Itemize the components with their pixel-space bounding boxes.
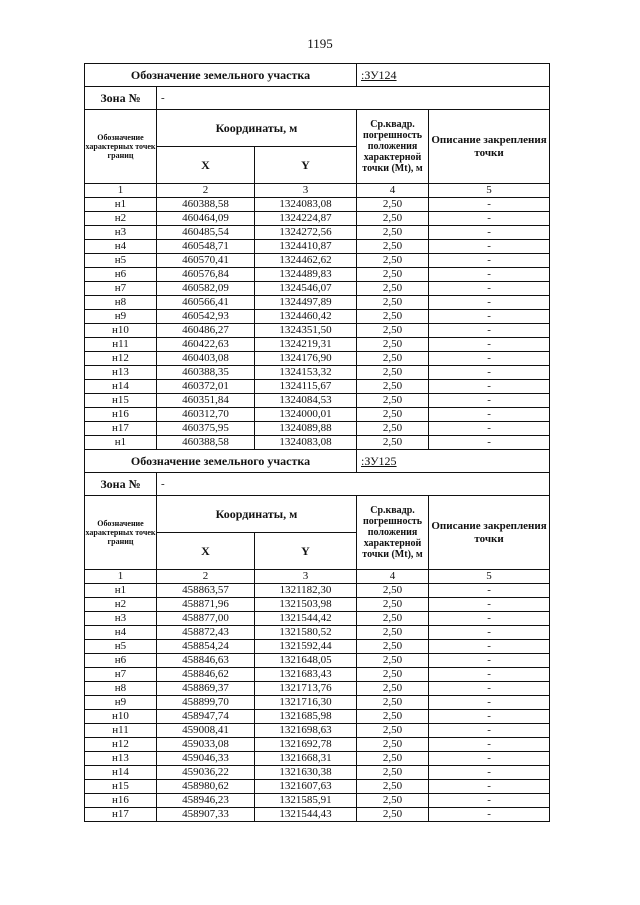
x-value: 460548,71: [157, 240, 255, 254]
column-number: 5: [429, 184, 550, 198]
error-value: 2,50: [357, 598, 429, 612]
table-header-row: [85, 110, 550, 147]
x-value: 460372,01: [157, 380, 255, 394]
point-name: н11: [85, 338, 157, 352]
description-value: -: [429, 696, 550, 710]
error-header: Ср.квадр. погрешность положения характерной точки (Mt), м: [357, 496, 429, 570]
point-name: н1: [85, 584, 157, 598]
point-name: н4: [85, 240, 157, 254]
point-name: н9: [85, 696, 157, 710]
description-value: -: [429, 212, 550, 226]
point-name: н4: [85, 626, 157, 640]
y-value: 1321544,43: [255, 808, 357, 822]
point-name: н1: [85, 198, 157, 212]
table-row: [85, 254, 550, 268]
point-name: н6: [85, 268, 157, 282]
x-value: 458846,63: [157, 654, 255, 668]
y-value: 1321713,76: [255, 682, 357, 696]
point-name: н10: [85, 710, 157, 724]
x-value: 458899,70: [157, 696, 255, 710]
coordinates-sheet: [84, 63, 549, 822]
description-value: -: [429, 766, 550, 780]
error-value: 2,50: [357, 808, 429, 822]
column-numbers-row: [85, 570, 550, 584]
table-row: [85, 352, 550, 366]
description-value: -: [429, 584, 550, 598]
table-row: [85, 212, 550, 226]
y-value: 1324153,32: [255, 366, 357, 380]
description-value: -: [429, 282, 550, 296]
y-value: 1321607,63: [255, 780, 357, 794]
error-value: 2,50: [357, 724, 429, 738]
y-value: 1324272,56: [255, 226, 357, 240]
description-value: -: [429, 682, 550, 696]
table-row: [85, 780, 550, 794]
table-row: [85, 226, 550, 240]
y-header: Y: [255, 533, 357, 570]
y-value: 1324462,62: [255, 254, 357, 268]
description-value: -: [429, 380, 550, 394]
y-value: 1324000,01: [255, 408, 357, 422]
y-value: 1321668,31: [255, 752, 357, 766]
x-value: 458871,96: [157, 598, 255, 612]
description-value: -: [429, 338, 550, 352]
description-value: -: [429, 394, 550, 408]
table-row: [85, 310, 550, 324]
column-number: 3: [255, 570, 357, 584]
point-name: н13: [85, 752, 157, 766]
description-header: Описание закрепления точки: [429, 110, 550, 184]
x-value: 458872,43: [157, 626, 255, 640]
description-value: -: [429, 598, 550, 612]
error-value: 2,50: [357, 738, 429, 752]
description-header: Описание закрепления точки: [429, 496, 550, 570]
x-value: 458869,37: [157, 682, 255, 696]
description-value: -: [429, 198, 550, 212]
y-header: Y: [255, 147, 357, 184]
y-value: 1321503,98: [255, 598, 357, 612]
y-value: 1324224,87: [255, 212, 357, 226]
point-name: н8: [85, 296, 157, 310]
zone-value: -: [157, 473, 550, 496]
point-name: н2: [85, 598, 157, 612]
x-value: 459036,22: [157, 766, 255, 780]
description-value: -: [429, 324, 550, 338]
x-value: 458980,62: [157, 780, 255, 794]
x-value: 460576,84: [157, 268, 255, 282]
description-value: -: [429, 724, 550, 738]
x-value: 460582,09: [157, 282, 255, 296]
point-name: н5: [85, 640, 157, 654]
table-row: [85, 338, 550, 352]
parcel-id: :ЗУ124: [357, 64, 550, 87]
table-row: [85, 324, 550, 338]
x-value: 460542,93: [157, 310, 255, 324]
x-value: 460485,54: [157, 226, 255, 240]
table-row: [85, 366, 550, 380]
error-value: 2,50: [357, 324, 429, 338]
description-value: -: [429, 668, 550, 682]
description-value: -: [429, 780, 550, 794]
error-value: 2,50: [357, 408, 429, 422]
table-row: [85, 682, 550, 696]
x-value: 459008,41: [157, 724, 255, 738]
error-value: 2,50: [357, 310, 429, 324]
table-row: [85, 422, 550, 436]
description-value: -: [429, 240, 550, 254]
error-value: 2,50: [357, 366, 429, 380]
column-numbers-row: [85, 184, 550, 198]
point-name: н12: [85, 738, 157, 752]
description-value: -: [429, 422, 550, 436]
y-value: 1324497,89: [255, 296, 357, 310]
table-row: [85, 394, 550, 408]
point-name: н3: [85, 612, 157, 626]
error-value: 2,50: [357, 436, 429, 450]
x-value: 460566,41: [157, 296, 255, 310]
description-value: -: [429, 752, 550, 766]
y-value: 1321544,42: [255, 612, 357, 626]
parcel-id: :ЗУ125: [357, 450, 550, 473]
table-row: [85, 710, 550, 724]
x-value: 460351,84: [157, 394, 255, 408]
y-value: 1324083,08: [255, 198, 357, 212]
error-value: 2,50: [357, 296, 429, 310]
point-name: н17: [85, 422, 157, 436]
point-name: н8: [85, 682, 157, 696]
table-header-row: [85, 496, 550, 533]
description-value: -: [429, 352, 550, 366]
coordinates-header: Координаты, м: [157, 110, 357, 147]
error-value: 2,50: [357, 394, 429, 408]
column-number: 4: [357, 570, 429, 584]
description-value: -: [429, 626, 550, 640]
description-value: -: [429, 710, 550, 724]
error-value: 2,50: [357, 626, 429, 640]
y-value: 1324083,08: [255, 436, 357, 450]
y-value: 1321648,05: [255, 654, 357, 668]
x-value: 458947,74: [157, 710, 255, 724]
x-value: 459046,33: [157, 752, 255, 766]
x-value: 460422,63: [157, 338, 255, 352]
x-value: 458946,23: [157, 794, 255, 808]
parcel-title-label: Обозначение земельного участка: [85, 64, 357, 87]
table-row: [85, 436, 550, 450]
error-value: 2,50: [357, 696, 429, 710]
description-value: -: [429, 254, 550, 268]
table-row: [85, 724, 550, 738]
point-name: н2: [85, 212, 157, 226]
y-value: 1324084,53: [255, 394, 357, 408]
parcel-title-row: [85, 450, 550, 473]
coordinates-table: [84, 63, 550, 822]
error-value: 2,50: [357, 612, 429, 626]
table-row: [85, 752, 550, 766]
point-name: н15: [85, 394, 157, 408]
x-header: X: [157, 147, 255, 184]
point-name: н14: [85, 766, 157, 780]
table-row: [85, 626, 550, 640]
point-name: н16: [85, 794, 157, 808]
description-value: -: [429, 310, 550, 324]
y-value: 1321585,91: [255, 794, 357, 808]
error-value: 2,50: [357, 226, 429, 240]
table-row: [85, 640, 550, 654]
point-name: н7: [85, 282, 157, 296]
error-value: 2,50: [357, 584, 429, 598]
points-header: Обозначение характерных точек границ: [85, 496, 157, 570]
table-row: [85, 696, 550, 710]
y-value: 1321182,30: [255, 584, 357, 598]
error-value: 2,50: [357, 794, 429, 808]
error-value: 2,50: [357, 682, 429, 696]
y-value: 1321698,63: [255, 724, 357, 738]
error-value: 2,50: [357, 668, 429, 682]
point-name: н3: [85, 226, 157, 240]
error-value: 2,50: [357, 766, 429, 780]
error-value: 2,50: [357, 282, 429, 296]
error-value: 2,50: [357, 380, 429, 394]
description-value: -: [429, 738, 550, 752]
x-value: 460464,09: [157, 212, 255, 226]
table-row: [85, 296, 550, 310]
y-value: 1321716,30: [255, 696, 357, 710]
description-value: -: [429, 436, 550, 450]
x-value: 460312,70: [157, 408, 255, 422]
table-row: [85, 282, 550, 296]
error-value: 2,50: [357, 254, 429, 268]
column-number: 2: [157, 184, 255, 198]
x-value: 458863,57: [157, 584, 255, 598]
y-value: 1321683,43: [255, 668, 357, 682]
column-number: 3: [255, 184, 357, 198]
table-row: [85, 794, 550, 808]
description-value: -: [429, 268, 550, 282]
error-value: 2,50: [357, 422, 429, 436]
y-value: 1321592,44: [255, 640, 357, 654]
x-value: 460388,58: [157, 436, 255, 450]
point-name: н6: [85, 654, 157, 668]
description-value: -: [429, 794, 550, 808]
page-number: 1195: [307, 36, 333, 51]
description-value: -: [429, 808, 550, 822]
table-row: [85, 654, 550, 668]
error-header: Ср.квадр. погрешность положения характерной точки (Mt), м: [357, 110, 429, 184]
column-number: 1: [85, 184, 157, 198]
description-value: -: [429, 640, 550, 654]
column-number: 5: [429, 570, 550, 584]
table-row: [85, 808, 550, 822]
x-value: 458846,62: [157, 668, 255, 682]
error-value: 2,50: [357, 268, 429, 282]
description-value: -: [429, 366, 550, 380]
table-row: [85, 598, 550, 612]
y-value: 1324410,87: [255, 240, 357, 254]
x-value: 458877,00: [157, 612, 255, 626]
y-value: 1324489,83: [255, 268, 357, 282]
x-value: 460403,08: [157, 352, 255, 366]
x-value: 458854,24: [157, 640, 255, 654]
table-row: [85, 738, 550, 752]
table-row: [85, 268, 550, 282]
x-header: X: [157, 533, 255, 570]
x-value: 460388,35: [157, 366, 255, 380]
description-value: -: [429, 296, 550, 310]
x-value: 460486,27: [157, 324, 255, 338]
error-value: 2,50: [357, 198, 429, 212]
table-row: [85, 766, 550, 780]
description-value: -: [429, 408, 550, 422]
column-number: 2: [157, 570, 255, 584]
table-row: [85, 198, 550, 212]
description-value: -: [429, 612, 550, 626]
table-row: [85, 240, 550, 254]
error-value: 2,50: [357, 752, 429, 766]
point-name: н10: [85, 324, 157, 338]
y-value: 1324351,50: [255, 324, 357, 338]
zone-row: [85, 87, 550, 110]
y-value: 1321692,78: [255, 738, 357, 752]
error-value: 2,50: [357, 640, 429, 654]
error-value: 2,50: [357, 338, 429, 352]
description-value: -: [429, 654, 550, 668]
point-name: н5: [85, 254, 157, 268]
point-name: н14: [85, 380, 157, 394]
error-value: 2,50: [357, 654, 429, 668]
point-name: н9: [85, 310, 157, 324]
y-value: 1324219,31: [255, 338, 357, 352]
y-value: 1324089,88: [255, 422, 357, 436]
table-row: [85, 612, 550, 626]
error-value: 2,50: [357, 780, 429, 794]
point-name: н15: [85, 780, 157, 794]
y-value: 1321580,52: [255, 626, 357, 640]
x-value: 460375,95: [157, 422, 255, 436]
x-value: 458907,33: [157, 808, 255, 822]
zone-label: Зона №: [85, 87, 157, 110]
x-value: 460388,58: [157, 198, 255, 212]
x-value: 460570,41: [157, 254, 255, 268]
point-name: н16: [85, 408, 157, 422]
point-name: н17: [85, 808, 157, 822]
point-name: н11: [85, 724, 157, 738]
points-header: Обозначение характерных точек границ: [85, 110, 157, 184]
zone-label: Зона №: [85, 473, 157, 496]
point-name: н13: [85, 366, 157, 380]
y-value: 1324176,90: [255, 352, 357, 366]
error-value: 2,50: [357, 710, 429, 724]
column-number: 1: [85, 570, 157, 584]
error-value: 2,50: [357, 212, 429, 226]
parcel-title-label: Обозначение земельного участка: [85, 450, 357, 473]
table-row: [85, 408, 550, 422]
point-name: н1: [85, 436, 157, 450]
y-value: 1324546,07: [255, 282, 357, 296]
y-value: 1324115,67: [255, 380, 357, 394]
y-value: 1321685,98: [255, 710, 357, 724]
zone-value: -: [157, 87, 550, 110]
x-value: 459033,08: [157, 738, 255, 752]
column-number: 4: [357, 184, 429, 198]
y-value: 1321630,38: [255, 766, 357, 780]
error-value: 2,50: [357, 352, 429, 366]
y-value: 1324460,42: [255, 310, 357, 324]
coordinates-header: Координаты, м: [157, 496, 357, 533]
error-value: 2,50: [357, 240, 429, 254]
table-row: [85, 380, 550, 394]
point-name: н7: [85, 668, 157, 682]
zone-row: [85, 473, 550, 496]
parcel-title-row: [85, 64, 550, 87]
point-name: н12: [85, 352, 157, 366]
table-row: [85, 584, 550, 598]
table-row: [85, 668, 550, 682]
description-value: -: [429, 226, 550, 240]
